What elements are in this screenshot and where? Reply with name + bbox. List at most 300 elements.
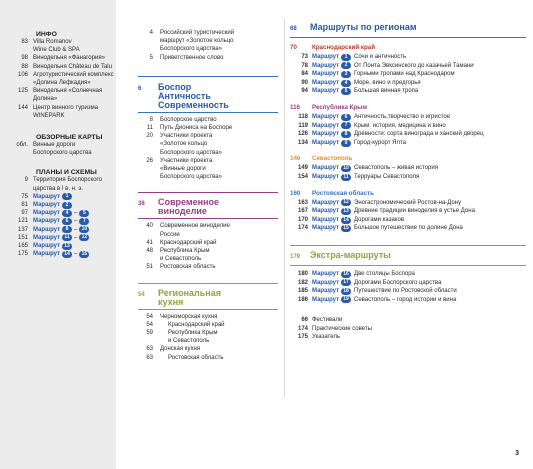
toc-entry: [4, 95, 114, 103]
route-title: Севастополь – город истории и вина: [354, 296, 457, 303]
bosporus-heading: [138, 83, 278, 110]
entry-text: и Севастополь: [168, 338, 210, 345]
range-dash: –: [74, 218, 78, 225]
entry-text: Участники проекта: [160, 133, 213, 140]
route-number-badge: 2: [341, 62, 351, 69]
entry-page-number: [4, 79, 33, 87]
entry-text: и Севастополь: [160, 256, 202, 263]
plans-routes: [4, 193, 114, 259]
entry-page-number: 186: [297, 296, 308, 303]
plans-title: ПЛАНЫ И СХЕМЫ: [36, 169, 97, 177]
entry-text: Современное виноделие: [160, 223, 230, 230]
entry-page-number: 83: [21, 39, 28, 45]
route-title: Город-курорт Ялта: [354, 139, 406, 146]
sevastopol-heading: [290, 155, 526, 162]
entry-page-number: 167: [297, 208, 308, 215]
toc-entry: [4, 38, 114, 46]
entry-page-number: 118: [298, 113, 308, 120]
extra-title: Экстра-маршруты: [310, 249, 391, 260]
entry-page-number: 125: [17, 88, 28, 95]
entry-page-number: 134: [297, 139, 308, 146]
route-entry: [290, 279, 526, 288]
entry-page-number: [4, 149, 33, 157]
route-number-badge: 13: [341, 208, 351, 215]
route-number-badge: 1: [341, 54, 351, 61]
entry-text: Боспорского царства»: [160, 46, 222, 53]
appendix-list: [290, 316, 526, 342]
entry-page-number: 121: [17, 218, 28, 225]
route-label: Маршрут: [312, 88, 340, 95]
route-plan-entry: [4, 209, 114, 217]
route-entry: [290, 53, 526, 62]
extra-heading: [290, 251, 526, 262]
entry-text: России: [160, 231, 180, 238]
toc-entry: [138, 222, 278, 230]
route-entry: [290, 70, 526, 79]
entry-text: Центр винного туризма: [33, 104, 99, 111]
crimea-routes: [290, 113, 526, 147]
route-label: Маршрут: [312, 62, 340, 69]
entry-page-number: [138, 255, 160, 263]
toc-entry: [4, 54, 114, 62]
route-label: Маршрут: [312, 122, 340, 129]
entry-page-number: [4, 95, 33, 103]
route-title: Эногастрономический Ростов-на-Дону: [354, 199, 462, 206]
toc-entry: [4, 149, 114, 157]
toc-entry: [138, 124, 278, 132]
entry-page-number: 26: [146, 157, 153, 164]
entry-page-number: 73: [301, 54, 308, 60]
route-entry: [290, 79, 526, 88]
entry-page-number: 48: [146, 248, 153, 255]
route-number-badge: 10: [341, 165, 351, 172]
contents-column: [138, 0, 278, 362]
route-entry: [290, 287, 526, 296]
route-label: Маршрут: [33, 234, 61, 241]
entry-text: Долина»: [33, 96, 58, 103]
route-label: Маршрут: [33, 210, 61, 217]
toc-entry: [4, 112, 114, 120]
entry-text: «Золотое кольцо: [160, 141, 208, 148]
route-number-badge: 15: [341, 225, 351, 232]
route-title: Крым: история, медицина и вино: [354, 122, 446, 129]
bosporus-title-line3: Современность: [158, 99, 229, 110]
entry-text: Ростовская область: [160, 264, 216, 271]
route-number-badge: 11: [62, 234, 72, 241]
entry-text: Винодельня Château de Talu: [33, 63, 112, 70]
entry-text: Винные дороги: [33, 142, 76, 149]
route-entry: [290, 224, 526, 233]
toc-entry: [138, 45, 278, 53]
route-plan-entry: [4, 242, 114, 250]
overview-title: ОБЗОРНЫЕ КАРТЫ: [36, 134, 103, 142]
route-label: Маршрут: [312, 216, 340, 223]
entry-page-number: 106: [17, 71, 28, 78]
entry-text: «Долина Лефкадия»: [33, 80, 91, 87]
entry-page-number: 175: [17, 251, 28, 258]
entry-page-number: 5: [149, 54, 153, 61]
entry-text: Донская кухня: [160, 346, 201, 353]
entry-text: Приветственное слово: [160, 54, 224, 61]
rostov-heading: [290, 190, 526, 197]
toc-entry: [138, 231, 278, 239]
toc-entry: [138, 37, 278, 45]
toc-entry: [138, 29, 278, 37]
route-number-badge: 16: [79, 251, 89, 258]
info-list: [4, 38, 114, 120]
toc-entry: [138, 140, 278, 148]
bosporus-title-line1: Боспор: [158, 81, 192, 92]
regions-heading: [290, 23, 526, 34]
entry-page-number: 78: [301, 62, 308, 69]
route-plan-entry: [4, 193, 114, 201]
entry-page-number: 175: [297, 334, 308, 341]
toc-entry: [138, 239, 278, 247]
krasnodar-heading: [290, 44, 526, 51]
entry-text: Путь Диониса на Боспоре: [160, 125, 233, 132]
intro-list: [138, 29, 278, 62]
route-label: Маршрут: [312, 199, 340, 206]
route-number-badge: 5: [341, 88, 351, 95]
route-number-badge: 7: [341, 122, 351, 129]
toc-entry: [138, 116, 278, 124]
range-dash: –: [74, 251, 78, 258]
info-column: [4, 0, 114, 258]
route-title: Путешествие по Ростовской области: [354, 288, 457, 295]
entry-text: Указатель: [312, 334, 340, 341]
route-plan-entry: [4, 226, 114, 234]
route-entry: [290, 130, 526, 139]
route-label: Маршрут: [33, 251, 61, 258]
entry-text: Республика Крым: [168, 330, 218, 337]
route-label: Маршрут: [312, 270, 340, 277]
route-number-badge: 8: [62, 226, 72, 233]
route-title: Дорогами Боспорского царства: [354, 279, 442, 286]
modern-list: [138, 222, 278, 271]
regions-page: 68: [290, 26, 297, 32]
extra-page: 179: [290, 253, 301, 260]
route-label: Маршрут: [33, 243, 61, 250]
sevastopol-title: Севастополь: [312, 155, 353, 163]
entry-page-number: 40: [146, 223, 153, 230]
route-title: Терруары Севастополя: [354, 173, 420, 180]
route-label: Маршрут: [312, 173, 340, 180]
crimea-page: 116: [290, 103, 300, 111]
entry-text: Территория Боспорского: [33, 177, 102, 184]
toc-entry: [4, 79, 114, 87]
entry-page-number: 174: [297, 225, 308, 232]
range-dash: –: [74, 210, 78, 217]
entry-page-number: 149: [297, 165, 308, 172]
route-entry: [290, 122, 526, 131]
route-label: Маршрут: [312, 288, 340, 295]
toc-entry: [138, 354, 278, 362]
entry-text: Wine Club & SPA: [33, 47, 80, 54]
route-number-badge: 11: [341, 174, 351, 181]
rostov-routes: [290, 199, 526, 233]
entry-page-number: [4, 46, 33, 54]
route-title: Дорогами казаков: [354, 216, 405, 223]
route-number-badge: 14: [341, 217, 351, 224]
route-title: Большое путешествие по долине Дона: [354, 225, 463, 232]
toc-entry: [4, 185, 114, 193]
route-label: Маршрут: [312, 131, 340, 138]
entry-page-number: 75: [21, 193, 28, 200]
rostov-title: Ростовская область: [312, 189, 374, 197]
route-label: Маршрут: [312, 71, 340, 78]
routes-column: [290, 0, 526, 342]
entry-text: Фестивали: [312, 317, 343, 324]
toc-entry: [4, 63, 114, 71]
route-entry: [290, 139, 526, 148]
route-label: Маршрут: [312, 225, 340, 232]
entry-page-number: [138, 37, 160, 45]
entry-text: WINEPARK: [33, 112, 65, 119]
toc-entry: [290, 333, 526, 342]
toc-entry: [4, 46, 114, 54]
entry-text: Боспорское царство: [160, 116, 217, 123]
modern-title-line1: Современное: [158, 197, 219, 208]
toc-entry: [138, 149, 278, 157]
route-entry: [290, 216, 526, 225]
range-dash: –: [74, 234, 78, 241]
route-entry: [290, 207, 526, 216]
route-plan-entry: [4, 201, 114, 209]
route-number-badge: 18: [341, 288, 351, 295]
route-number-badge: 19: [341, 296, 351, 303]
entry-text: Боспорского царства»: [160, 174, 222, 181]
toc-entry: [4, 87, 114, 95]
entry-text: царства в I в. н. э.: [33, 185, 84, 192]
route-title: Сочи и античность: [354, 54, 407, 60]
route-number-badge: 6: [341, 114, 351, 121]
entry-page-number: 170: [297, 216, 308, 223]
route-label: Маршрут: [312, 208, 340, 215]
toc-entry: [4, 141, 114, 149]
bosporus-title-line2: Античность: [158, 90, 211, 101]
route-entry: [290, 87, 526, 96]
entry-page-number: 84: [301, 71, 308, 78]
entry-text: Боспорского царства: [33, 150, 92, 157]
route-title: От Понта Эвксинского до казачьей Тамани: [354, 62, 474, 69]
entry-page-number: 54: [146, 321, 153, 328]
route-title: Севастополь – живая история: [354, 165, 438, 172]
regional-heading: [138, 289, 278, 307]
route-title: Древние традиции виноделия в устье Дона: [354, 208, 475, 215]
entry-text: Ростовская область: [168, 354, 224, 361]
plans-intro: [4, 176, 114, 192]
route-label: Маршрут: [33, 218, 61, 225]
entry-page-number: 54: [146, 313, 153, 320]
entry-page-number: 94: [301, 88, 308, 95]
route-number-badge: 1: [62, 193, 72, 200]
rostov-page: 160: [290, 189, 301, 197]
entry-text: Российский туристический: [160, 30, 235, 36]
route-number-badge: 12: [79, 234, 89, 241]
krasnodar-page: 70: [290, 44, 297, 51]
toc-entry: [138, 247, 278, 255]
entry-page-number: 137: [17, 226, 28, 233]
route-label: Маршрут: [312, 279, 340, 286]
route-label: Маршрут: [33, 193, 61, 200]
toc-entry: [138, 165, 278, 173]
route-plan-entry: [4, 217, 114, 225]
route-title: Древности: сорта винограда и ханский дворец: [354, 131, 484, 138]
info-title: ИНФО: [36, 31, 57, 38]
entry-page-number: 63: [146, 346, 153, 353]
toc-entry: [138, 132, 278, 140]
route-number-badge: 2: [62, 202, 72, 209]
route-number-badge: 4: [62, 210, 72, 217]
entry-text: Агротуристический комплекс: [33, 71, 114, 78]
entry-page-number: 174: [297, 325, 308, 332]
toc-entry: [138, 173, 278, 181]
toc-entry: [4, 71, 114, 79]
entry-text: Villa Romanov: [33, 39, 72, 45]
entry-page-number: 66: [301, 317, 308, 324]
bosporus-list: [138, 116, 278, 182]
route-number-badge: 4: [341, 80, 351, 87]
entry-page-number: [138, 337, 160, 345]
route-entry: [290, 173, 526, 182]
sevastopol-routes: [290, 164, 526, 181]
route-title: Море, вино и предгорья: [354, 79, 421, 86]
entry-page-number: [4, 112, 33, 120]
column-separator: [284, 18, 285, 398]
route-entry: [290, 164, 526, 173]
route-title: Две столицы Боспора: [354, 270, 415, 277]
route-label: Маршрут: [312, 139, 340, 146]
entry-text: маршрут «Золотое кольцо: [160, 38, 234, 45]
entry-page-number: 144: [17, 104, 28, 111]
entry-page-number: 165: [17, 243, 28, 250]
toc-entry: [138, 345, 278, 353]
route-entry: [290, 62, 526, 71]
entry-page-number: 163: [297, 199, 308, 206]
route-entry: [290, 199, 526, 208]
route-number-badge: 6: [62, 218, 72, 225]
overview-list: [4, 141, 114, 157]
entry-text: «Винные дороги: [160, 166, 206, 173]
bosporus-page: 6: [138, 85, 142, 92]
modern-title-line2: виноделие: [158, 206, 207, 217]
entry-text: Винодельня «Солнечная: [33, 88, 103, 95]
route-number-badge: 9: [341, 140, 351, 147]
entry-text: Винодельня «Фанагория»: [33, 55, 105, 62]
entry-page-number: 59: [146, 330, 153, 337]
entry-page-number: [138, 45, 160, 53]
entry-page-number: [138, 231, 160, 239]
regional-title-line2: кухня: [158, 296, 184, 307]
crimea-title: Республика Крым: [312, 103, 368, 111]
entry-page-number: 51: [146, 264, 153, 271]
sevastopol-page: 146: [290, 155, 301, 163]
entry-text: Краснодарский край: [168, 321, 225, 328]
route-entry: [290, 270, 526, 279]
regional-list: [138, 313, 278, 362]
route-number-badge: 7: [79, 218, 89, 225]
entry-page-number: 81: [21, 202, 28, 209]
modern-page: 38: [138, 201, 145, 208]
entry-page-number: 185: [297, 288, 308, 295]
route-number-badge: 3: [341, 71, 351, 78]
regional-title-line1: Региональная: [158, 287, 221, 298]
entry-page-number: 63: [146, 354, 153, 361]
route-label: Маршрут: [33, 202, 61, 209]
route-title: Горными тропами над Краснодаром: [354, 71, 455, 78]
entry-page-number: 97: [21, 210, 28, 217]
entry-page-number: 9: [24, 177, 28, 184]
route-entry: [290, 296, 526, 305]
route-number-badge: 14: [62, 251, 72, 258]
route-number-badge: 10: [79, 226, 89, 233]
entry-page-number: 126: [297, 131, 308, 138]
route-number-badge: 17: [341, 279, 351, 286]
entry-page-number: 119: [298, 122, 308, 129]
extra-routes: [290, 270, 526, 304]
route-title: Большая винная тропа: [354, 88, 419, 95]
entry-text: Боспорского царства»: [160, 149, 222, 156]
entry-page-number: [138, 149, 160, 157]
entry-page-number: 154: [297, 173, 308, 180]
route-label: Маршрут: [312, 79, 340, 86]
entry-page-number: [4, 185, 33, 193]
route-plan-entry: [4, 250, 114, 258]
toc-entry: [138, 54, 278, 62]
entry-page-number: 151: [17, 234, 28, 241]
route-label: Маршрут: [312, 165, 340, 172]
entry-page-number: 182: [297, 279, 308, 286]
entry-page-number: 20: [146, 133, 153, 140]
route-entry: [290, 113, 526, 122]
toc-entry: [290, 325, 526, 334]
toc-entry: [138, 337, 278, 345]
entry-text: Краснодарский край: [160, 239, 217, 246]
entry-page-number: 41: [146, 239, 153, 246]
entry-page-number: 88: [21, 63, 28, 70]
crimea-heading: [290, 104, 526, 111]
route-number-badge: 8: [341, 131, 351, 138]
toc-entry: [138, 157, 278, 165]
route-label: Маршрут: [312, 113, 340, 120]
toc-entry: [4, 176, 114, 184]
entry-page-number: обл.: [16, 142, 28, 149]
route-number-badge: 16: [341, 271, 351, 278]
range-dash: –: [74, 226, 78, 233]
route-number-badge: 12: [341, 199, 351, 206]
page-number: 3: [515, 450, 519, 457]
entry-text: Республика Крым: [160, 248, 210, 255]
modern-heading: [138, 198, 278, 216]
route-number-badge: 5: [79, 210, 89, 217]
entry-page-number: [138, 140, 160, 148]
krasnodar-title: Краснодарский край: [312, 44, 376, 51]
regional-page: 54: [138, 291, 145, 298]
route-label: Маршрут: [312, 296, 340, 303]
toc-entry: [138, 313, 278, 321]
route-label: Маршрут: [33, 226, 61, 233]
entry-page-number: 11: [146, 125, 153, 132]
route-label: Маршрут: [312, 54, 340, 60]
entry-page-number: 90: [301, 79, 308, 86]
toc-entry: [290, 316, 526, 325]
entry-page-number: 8: [149, 116, 153, 123]
route-title: Античность,творчество и игристое: [354, 113, 451, 120]
toc-entry: [138, 263, 278, 271]
entry-text: Практические советы: [312, 325, 372, 332]
toc-entry: [4, 104, 114, 112]
route-plan-entry: [4, 234, 114, 242]
